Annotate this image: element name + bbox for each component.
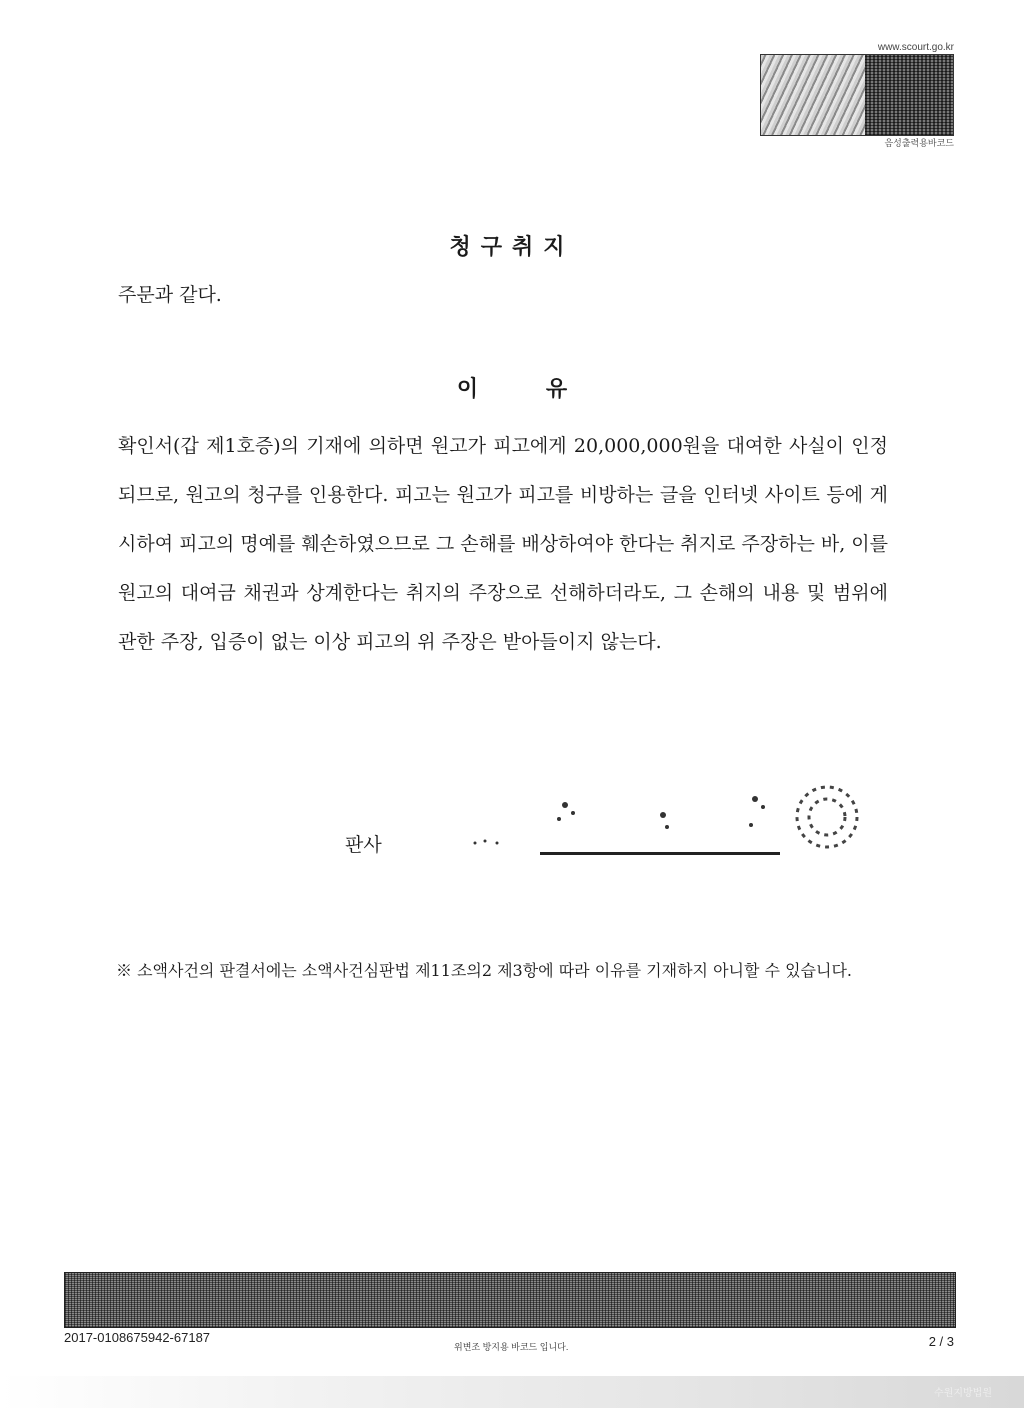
court-name: 수원지방법원 bbox=[934, 1388, 992, 1399]
voice-output-barcode bbox=[760, 54, 954, 136]
signature-line bbox=[540, 852, 780, 855]
reason-body: 확인서(갑 제1호증)의 기재에 의하면 원고가 피고에게 20,000,000원을 대여한 사실이 인정되므로, 원고의 청구를 인용한다. 피고는 원고가 피고를 비방하는 글을 인터넷 사이트 등에 게시하여 피고의 명예를 훼손하였으므로 그 손해를 배상하여야 한다는 취지로 주장하는 바, 이를 원고의 대여금 채권과 상계한다는 취지의 주장으로 선해하더라도, 그 손해의 내용 및 범위에 관한 주장, 입증이 없는 이상 피고의 위 주장은 받아들이지 않는다. bbox=[118, 435, 888, 653]
claim-text: 주문과 같다. bbox=[118, 284, 222, 306]
barcode-pattern-left bbox=[761, 55, 865, 135]
footnote: ※ 소액사건의 판결서에는 소액사건심판법 제11조의2 제3항에 따라 이유를 기재하지 아니할 수 있습니다. bbox=[116, 961, 852, 980]
site-url: www.scourt.go.kr bbox=[877, 42, 954, 53]
barcode-pattern-right bbox=[865, 55, 953, 135]
barcode-caption: 음성출력용바코드 bbox=[884, 138, 954, 148]
reason-title: 이 유 bbox=[456, 377, 568, 402]
claim-title: 청구취지 bbox=[449, 235, 575, 260]
anti-forgery-barcode bbox=[64, 1272, 956, 1328]
document-number: 2017-0108675942-67187 bbox=[64, 1330, 211, 1345]
court-watermark-strip bbox=[0, 1376, 1024, 1408]
anti-forgery-caption: 위변조 방지용 바코드 입니다. bbox=[454, 1342, 569, 1352]
judge-label: 판사 bbox=[345, 834, 382, 856]
page-number: 2 / 3 bbox=[928, 1334, 954, 1349]
